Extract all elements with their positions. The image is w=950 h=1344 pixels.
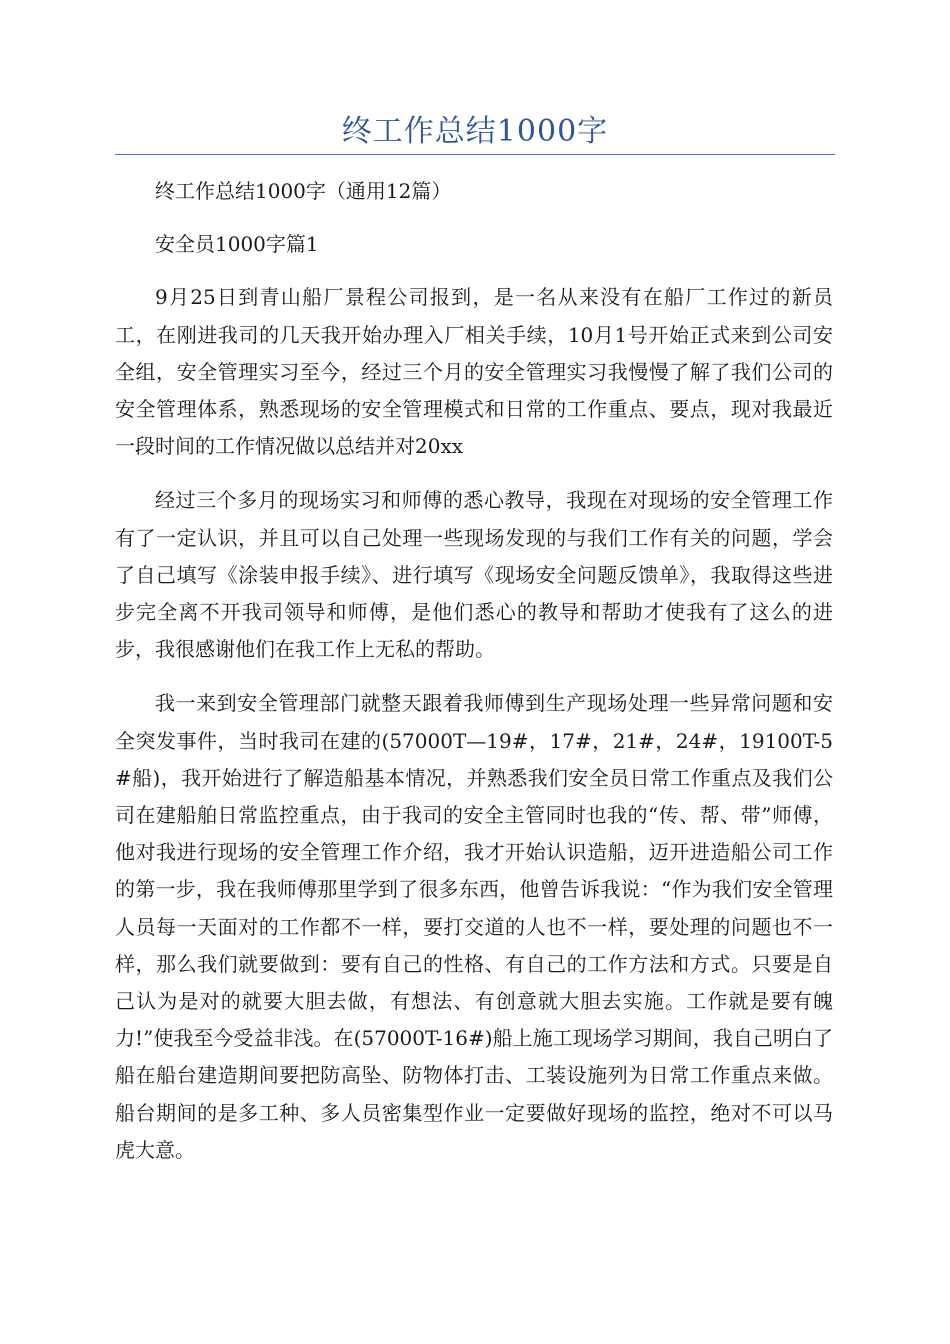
subtitle-paragraph: 终工作总结1000字（通用12篇） bbox=[155, 179, 452, 203]
document-body bbox=[115, 173, 833, 1186]
body-paragraph: 经过三个多月的现场实习和师傅的悉心教导，我现在对现场的安全管理工作有了一定认识，并且可以自己处理一些现场发现的与我们工作有关的问题，学会了自己填写《涂装申报手续》、进行填写《现场安全问题反馈单》，我取得这些进步完全离不开我司领导和师傅，是他们悉心的教导和帮助才使我有了这么的进步，我很感谢他们在我工作上无私的帮助。 bbox=[115, 488, 833, 662]
title-underline bbox=[115, 154, 835, 155]
body-paragraph: 9月25日到青山船厂景程公司报到，是一名从来没有在船厂工作过的新员工，在刚进我司的几天我开始办理入厂相关手续，10月1号开始正式来到公司安全组，安全管理实习至今，经过三个月的安全管理实习我慢慢了解了我们公司的安全管理体系，熟悉现场的安全管理模式和日常的工作重点、要点，现对我最近一段时间的工作情况做以总结并对20xx bbox=[115, 285, 833, 459]
section-heading: 安全员1000字篇1 bbox=[155, 232, 319, 257]
body-paragraph: 我一来到安全管理部门就整天跟着我师傅到生产现场处理一些异常问题和安全突发事件，当时我司在建的(57000T—19#，17#，21#，24#，19100T-5#船)，我开始进行了解造船基本情况，并熟悉我们安全员日常工作重点及我们公司在建船舶日常监控重点，由于我司的安全主管同时也我的“传、帮、带”师傅，他对我进行现场的安全管理工作介绍，我才开始认识造船，迈开进造船公司工作的第一步，我在我师傅那里学到了很多东西，他曾告诉我说：“作为我们安全管理人员每一天面对的工作都不一样，要打交道的人也不一样，要处理的问题也不一样，那么我们就要做到：要有自己的性格、有自己的工作方法和方式。只要是自己认为是对的就要大胆去做，有想法、有创意就大胆去实施。工作就是要有魄力!”使我至今受益非浅。在(57000T-16#)船上施工现场学习期间，我自己明白了船在船台建造期间要把防高坠、防物体打击、工装设施列为日常工作重点来做。船台期间的是多工种、多人员密集型作业一定要做好现场的监控，绝对不可以马虎大意。 bbox=[115, 691, 833, 1162]
document-title: 终工作总结1000字 bbox=[341, 114, 609, 149]
